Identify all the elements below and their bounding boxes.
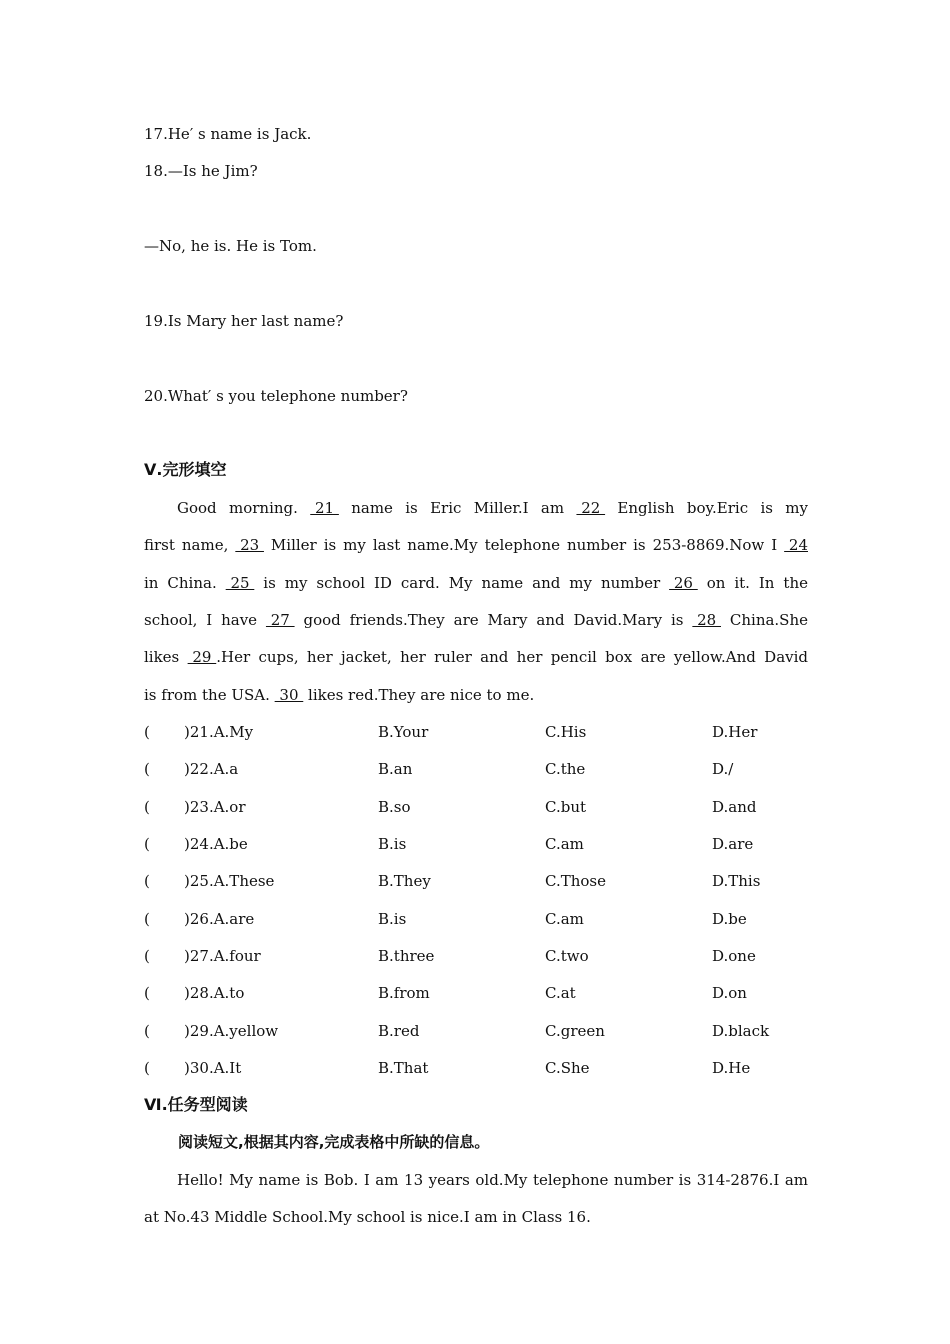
- question-18: 18.—Is he Jim?: [144, 162, 258, 180]
- option-b: B.red: [378, 1022, 420, 1040]
- answer-paren: (: [144, 872, 150, 890]
- question-19: 19.Is Mary her last name?: [144, 312, 344, 330]
- option-c: C.am: [545, 910, 584, 928]
- option-b: B.an: [378, 760, 413, 778]
- answer-paren: (: [144, 798, 150, 816]
- option-row-27: [144, 946, 824, 966]
- option-d: D.on: [712, 984, 747, 1002]
- option-b: B.Your: [378, 723, 429, 741]
- answer-paren: (: [144, 910, 150, 928]
- passage-text: English boy.Eric is my: [605, 499, 808, 517]
- blank-24: 24: [784, 536, 808, 554]
- option-a: )21.A.My: [184, 723, 254, 741]
- option-d: D./: [712, 760, 734, 778]
- option-d: D.black: [712, 1022, 770, 1040]
- passage-text: .Her cups, her jacket, her ruler and her pencil box are yellow.And David: [216, 648, 809, 666]
- option-a: )25.A.These: [184, 872, 275, 890]
- option-a: )28.A.to: [184, 984, 245, 1002]
- option-d: D.be: [712, 910, 747, 928]
- blank-21: 21: [310, 499, 339, 517]
- option-b: B.three: [378, 947, 435, 965]
- passage-text: China.She: [720, 611, 809, 629]
- blank-23: 23: [235, 536, 264, 554]
- passage-text: school, I have: [144, 611, 266, 629]
- option-b: B.is: [378, 910, 407, 928]
- option-c: C.am: [545, 835, 584, 853]
- option-row-24: [144, 834, 824, 854]
- passage-line-2: [144, 535, 808, 555]
- section-6-instruction: 阅读短文,根据其内容,完成表格中所缺的信息。: [178, 1133, 490, 1151]
- option-c: C.the: [545, 760, 586, 778]
- blank-29: 29: [187, 648, 217, 666]
- option-a: )26.A.are: [184, 910, 255, 928]
- option-c: C.She: [545, 1059, 590, 1077]
- option-a: )29.A.yellow: [184, 1022, 279, 1040]
- option-c: C.two: [545, 947, 589, 965]
- passage-text: good friends.They are Mary and David.Mary is: [294, 611, 693, 629]
- option-a: )24.A.be: [184, 835, 248, 853]
- answer-paren: (: [144, 1059, 150, 1077]
- option-row-21: [144, 722, 824, 742]
- option-row-26: [144, 909, 824, 929]
- option-a: )30.A.It: [184, 1059, 242, 1077]
- option-d: D.Her: [712, 723, 758, 741]
- passage-text: first name,: [144, 536, 236, 554]
- passage-text: Good morning.: [177, 499, 311, 517]
- passage-text: is from the USA.: [144, 686, 275, 704]
- blank-30: 30: [274, 686, 304, 704]
- option-a: )23.A.or: [184, 798, 246, 816]
- passage-line-4: [144, 610, 808, 630]
- option-row-25: [144, 871, 824, 891]
- option-c: C.His: [545, 723, 587, 741]
- reading-text: Hello! My name is Bob. I am 13 years old.My telephone number is 314-2876.I am: [177, 1171, 808, 1189]
- option-b: B.from: [378, 984, 430, 1002]
- option-c: C.Those: [545, 872, 606, 890]
- answer-paren: (: [144, 760, 150, 778]
- option-b: B.That: [378, 1059, 429, 1077]
- passage-text: likes: [144, 648, 188, 666]
- reading-text: at No.43 Middle School.My school is nice.I am in Class 16.: [144, 1208, 591, 1226]
- reading-line-1: [177, 1170, 808, 1190]
- passage-text: name is Eric Miller.I am: [338, 499, 577, 517]
- passage-text: is my school ID card. My name and my number: [254, 574, 670, 592]
- option-row-29: [144, 1021, 824, 1041]
- passage-text: on it. In the: [697, 574, 808, 592]
- reading-line-2: [144, 1207, 808, 1227]
- passage-line-1: [177, 498, 808, 518]
- option-b: B.so: [378, 798, 411, 816]
- section-5-heading: Ⅴ.完形填空: [144, 460, 227, 479]
- passage-text: in China.: [144, 574, 226, 592]
- blank-22: 22: [576, 499, 606, 517]
- option-d: D.and: [712, 798, 757, 816]
- option-row-28: [144, 983, 824, 1003]
- option-row-22: [144, 759, 824, 779]
- option-a: )27.A.four: [184, 947, 261, 965]
- option-row-23: [144, 797, 824, 817]
- blank-26: 26: [669, 574, 698, 592]
- option-d: D.one: [712, 947, 756, 965]
- option-a: )22.A.a: [184, 760, 239, 778]
- option-row-30: [144, 1058, 824, 1078]
- section-6-heading: Ⅵ.任务型阅读: [144, 1095, 248, 1114]
- question-17: 17.He′ s name is Jack.: [144, 125, 312, 143]
- passage-text: Miller is my last name.My telephone number is 253-8869.Now I: [263, 536, 785, 554]
- blank-28: 28: [692, 611, 721, 629]
- answer-paren: (: [144, 984, 150, 1002]
- passage-line-5: [144, 647, 808, 667]
- blank-25: 25: [225, 574, 255, 592]
- answer-paren: (: [144, 723, 150, 741]
- option-c: C.green: [545, 1022, 605, 1040]
- blank-27: 27: [265, 611, 295, 629]
- answer-paren: (: [144, 1022, 150, 1040]
- option-c: C.but: [545, 798, 587, 816]
- answer-paren: (: [144, 835, 150, 853]
- passage-line-6: [144, 685, 808, 705]
- option-d: D.are: [712, 835, 754, 853]
- passage-line-3: [144, 573, 808, 593]
- option-b: B.is: [378, 835, 407, 853]
- option-b: B.They: [378, 872, 431, 890]
- question-20: 20.What′ s you telephone number?: [144, 387, 408, 405]
- question-18-answer: —No, he is. He is Tom.: [144, 237, 317, 255]
- option-c: C.at: [545, 984, 576, 1002]
- passage-text: likes red.They are nice to me.: [303, 686, 535, 704]
- option-d: D.He: [712, 1059, 751, 1077]
- answer-paren: (: [144, 947, 150, 965]
- option-d: D.This: [712, 872, 761, 890]
